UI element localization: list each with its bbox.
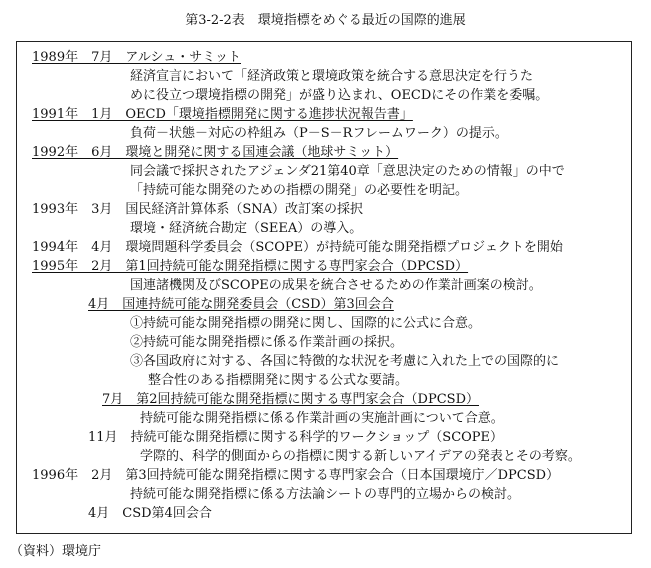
entry-1989-desc-2: めに役立つ環境指標の開発」が盛り込まれ、OECDにその作業を委嘱。 — [130, 88, 549, 103]
entry-1996-feb-heading: 1996年 2月 第3回持続可能な開発指標に関する専門家会合（日本国環境庁／DPCSD） — [32, 468, 560, 483]
entry-1995-nov-heading: 11月 持続可能な開発指標に関する科学的ワークショップ（SCOPE） — [88, 430, 504, 445]
entry-1996-feb-desc-1: 持続可能な開発指標に係る方法論シートの専門的立場からの検討。 — [130, 487, 521, 502]
entry-1989-heading: 1989年 7月 アルシュ・サミット — [32, 50, 241, 65]
entry-1995-apr-item-3: ③各国政府に対する、各国に特徴的な状況を考慮に入れた上での国際的に — [130, 354, 560, 369]
entry-1992-desc-2: 「持続可能な開発のための指標の開発」の必要性を明記。 — [130, 183, 469, 198]
entry-1995-jul-heading: 7月 第2回持続可能な開発指標に関する専門家会合（DPCSD） — [102, 392, 479, 407]
entry-1989-desc-1: 経済宣言において「経済政策と環境政策を統合する意思決定を行うた — [130, 69, 534, 84]
source-note: （資料）環境庁 — [10, 544, 102, 559]
entry-1995-nov-desc-1: 学際的、科学的側面からの指標に関する新しいアイデアの発表とその考察。 — [140, 449, 581, 464]
entry-1995-feb-heading: 1995年 2月 第1回持続可能な開発指標に関する専門家会合（DPCSD） — [32, 259, 469, 274]
entry-1995-apr-item-3-cont: 整合性のある指標開発に関する公式な要請。 — [148, 373, 409, 388]
entry-1991-heading: 1991年 1月 OECD「環境指標開発に関する進捗状況報告書」 — [32, 107, 413, 122]
table-title: 第3-2-2表 環境指標をめぐる最近の国際的進展 — [185, 13, 466, 28]
entry-1995-apr-item-2: ②持続可能な開発指標に係る作業計画の採択。 — [130, 335, 404, 350]
entry-1996-apr-heading: 4月 CSD第4回会合 — [88, 506, 212, 521]
entry-1993-desc-1: 環境・経済統合勘定（SEEA）の導入。 — [130, 221, 363, 236]
entry-1992-heading: 1992年 6月 環境と開発に関する国連会議（地球サミット） — [32, 145, 399, 160]
entry-1995-jul-desc-1: 持続可能な開発指標に係る作業計画の実施計画について合意。 — [140, 411, 504, 426]
entry-1994-heading: 1994年 4月 環境問題科学委員会（SCOPE）が持続可能な開発指標プロジェクトを開始 — [32, 240, 563, 255]
entry-1991-desc-1: 負荷－状態－対応の枠組み（P－S－Rフレームワーク）の提示。 — [130, 126, 508, 141]
entry-1992-desc-1: 同会議で採択されたアジェンダ21第40章「意思決定のための情報」の中で — [130, 164, 565, 179]
entry-1995-apr-item-1: ①持続可能な開発指標の開発に関し、国際的に公式に合意。 — [130, 316, 482, 331]
entry-1995-feb-desc-1: 国連諸機関及びSCOPEの成果を統合させるための作業計画案の検討。 — [130, 278, 542, 293]
entry-1993-heading: 1993年 3月 国民経済計算体系（SNA）改訂案の採択 — [32, 202, 364, 217]
entry-1995-apr-heading: 4月 国連持続可能な開発委員会（CSD）第3回会合 — [88, 297, 394, 312]
